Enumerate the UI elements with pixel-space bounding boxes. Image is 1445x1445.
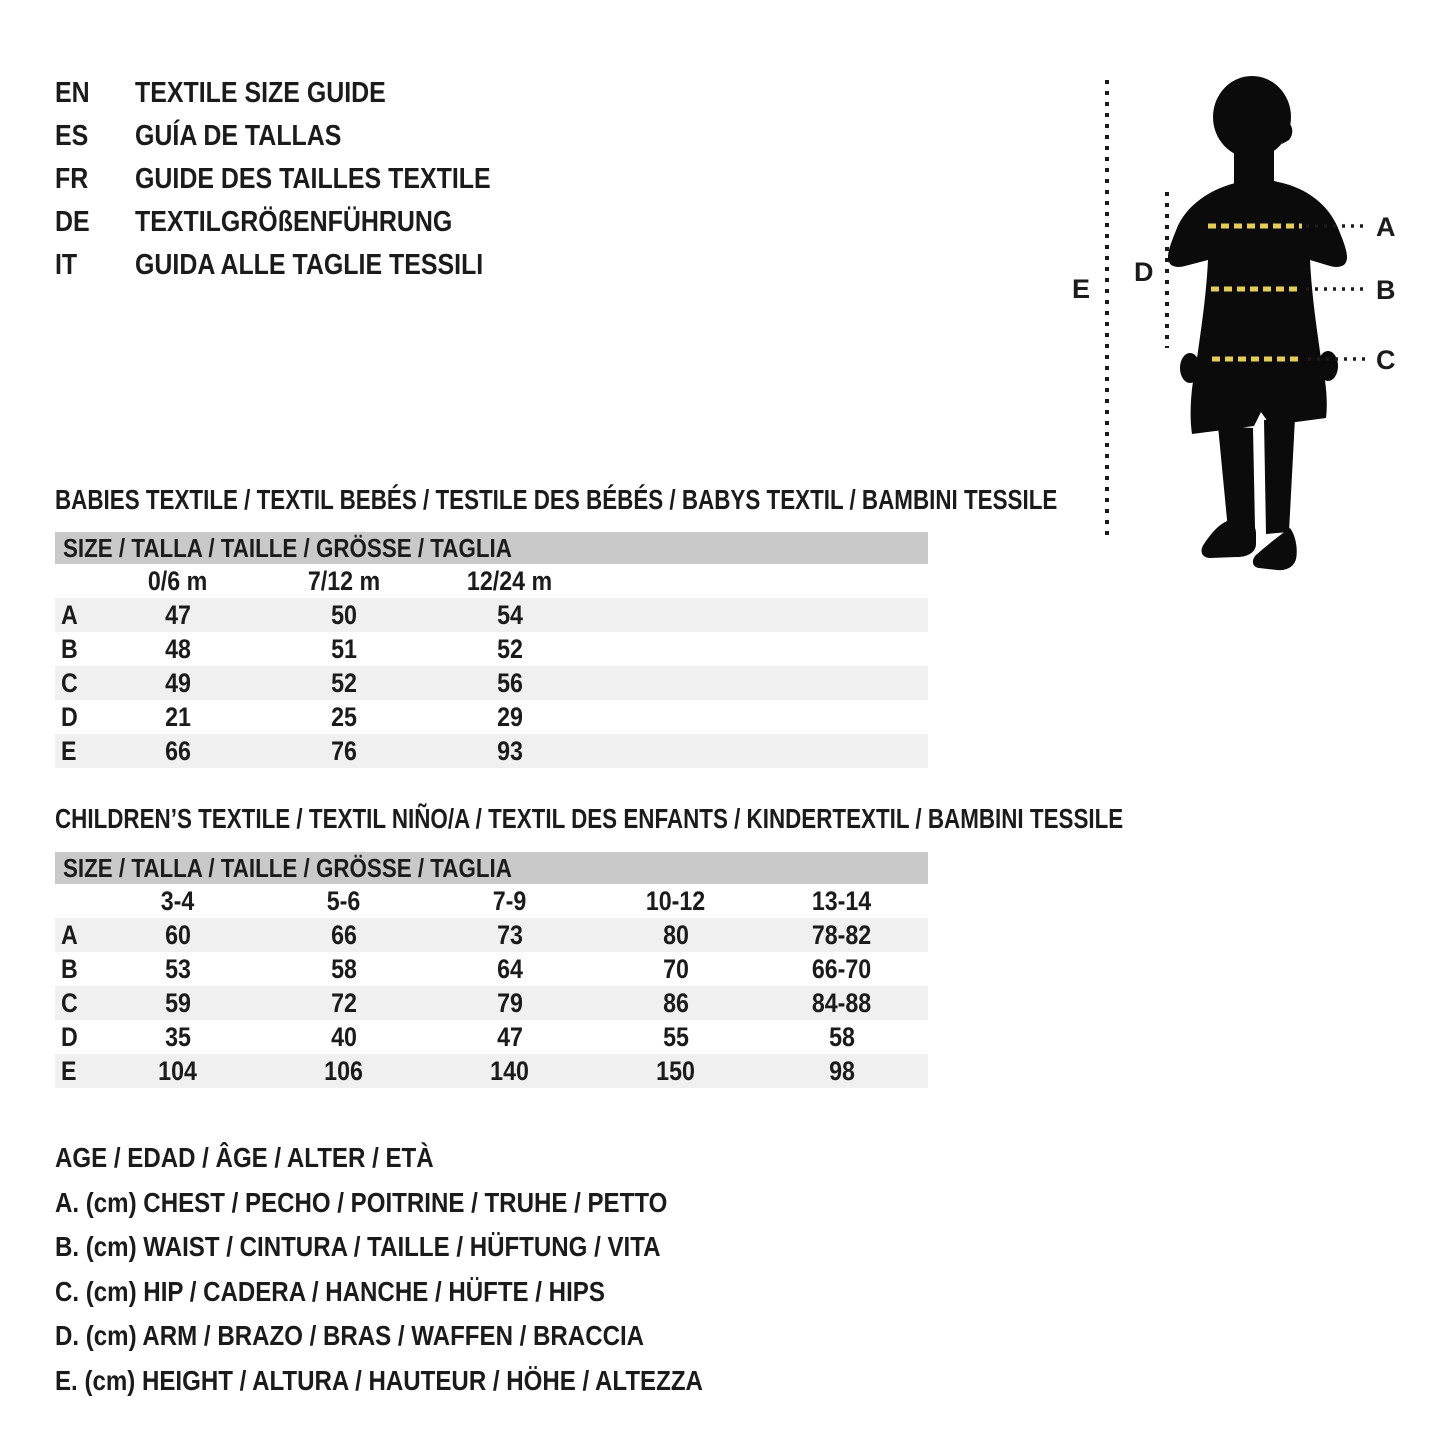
row-label-text: E: [61, 1055, 77, 1086]
value-text: 86: [663, 987, 689, 1018]
legend-line-text: E. (cm) HEIGHT / ALTURA / HAUTEUR / HÖHE / ALTEZZA: [55, 1364, 703, 1396]
value-cell: [261, 1056, 427, 1087]
value-text: 47: [165, 599, 191, 630]
legend-line: [55, 1359, 808, 1404]
language-code-text: EN: [55, 77, 90, 109]
row-label-text: A: [61, 599, 78, 630]
value-text: 140: [490, 1055, 530, 1086]
value-text: 35: [165, 1021, 191, 1052]
language-code: [55, 206, 135, 239]
value-text: 72: [331, 987, 357, 1018]
value-cell: [759, 1056, 925, 1087]
table-row: [55, 598, 928, 632]
value-cell: [427, 736, 593, 767]
label-B: B: [1376, 275, 1396, 305]
value-text: 55: [663, 1021, 689, 1052]
value-cell: [261, 920, 427, 951]
value-cell: [95, 954, 261, 985]
value-cell: [95, 1022, 261, 1053]
value-text: 84-88: [812, 987, 872, 1018]
column-header-text: 3-4: [161, 885, 195, 916]
language-code-text: ES: [55, 120, 89, 152]
value-cell: [427, 600, 593, 631]
value-cell: [593, 1056, 759, 1087]
column-header-row: [55, 564, 928, 598]
label-C: C: [1376, 345, 1396, 375]
measurement-legend: [55, 1136, 808, 1403]
value-text: 51: [331, 633, 357, 664]
language-code: [55, 249, 135, 282]
column-header-cell: [95, 566, 261, 597]
value-cell: [427, 1022, 593, 1053]
value-text: 78-82: [812, 919, 872, 950]
guide-title-text: GUIDA ALLE TAGLIE TESSILI: [135, 249, 484, 281]
silhouette-right-shoe: [1253, 528, 1297, 570]
babies-size-table: [55, 532, 928, 768]
row-label: [55, 736, 95, 767]
row-label: [55, 988, 95, 1019]
children-size-table: [55, 852, 928, 1088]
row-label-text: B: [61, 953, 78, 984]
table-row: [55, 1054, 928, 1088]
value-text: 73: [497, 919, 523, 950]
value-cell: [261, 668, 427, 699]
row-label: [55, 920, 95, 951]
language-row: [55, 115, 549, 158]
silhouette-shorts: [1191, 364, 1327, 434]
row-label: [55, 702, 95, 733]
column-header-cell: [261, 886, 427, 917]
guide-title-text: GUIDE DES TAILLES TEXTILE: [135, 163, 491, 195]
column-header-cell: [95, 886, 261, 917]
value-text: 93: [497, 735, 523, 766]
value-cell: [261, 600, 427, 631]
value-cell: [95, 1056, 261, 1087]
value-text: 52: [497, 633, 523, 664]
silhouette-left-shoe: [1202, 519, 1256, 558]
column-header-cell: [759, 886, 925, 917]
language-code: [55, 120, 135, 153]
children-heading-text: CHILDREN’S TEXTILE / TEXTIL NIÑO/A / TEXTIL DES ENFANTS / KINDERTEXTIL / BAMBINI TESSILE: [55, 803, 1124, 834]
column-header-text: 13-14: [812, 885, 872, 916]
column-header-text: 5-6: [327, 885, 361, 916]
value-text: 66: [331, 919, 357, 950]
value-text: 59: [165, 987, 191, 1018]
value-text: 76: [331, 735, 357, 766]
value-cell: [95, 634, 261, 665]
value-text: 48: [165, 633, 191, 664]
size-header-bar-text: SIZE / TALLA / TAILLE / GRÖSSE / TAGLIA: [63, 532, 512, 563]
value-cell: [593, 1022, 759, 1053]
value-cell: [427, 954, 593, 985]
language-code-text: IT: [55, 249, 78, 281]
column-header-text: 0/6 m: [148, 565, 208, 596]
row-label: [55, 634, 95, 665]
silhouette-left-leg: [1218, 426, 1255, 530]
table-row: [55, 1020, 928, 1054]
language-code: [55, 163, 135, 196]
value-text: 49: [165, 667, 191, 698]
value-text: 47: [497, 1021, 523, 1052]
language-code: [55, 77, 135, 110]
value-text: 64: [497, 953, 523, 984]
value-cell: [261, 988, 427, 1019]
value-text: 70: [663, 953, 689, 984]
children-section-heading: [55, 802, 1390, 836]
column-header-text: 12/24 m: [467, 565, 553, 596]
value-cell: [427, 1056, 593, 1087]
value-text: 52: [331, 667, 357, 698]
value-text: 58: [829, 1021, 855, 1052]
language-row: [55, 158, 549, 201]
label-E: E: [1072, 274, 1091, 304]
row-label: [55, 1022, 95, 1053]
row-label-text: D: [61, 1021, 78, 1052]
value-text: 104: [158, 1055, 198, 1086]
value-text: 54: [497, 599, 523, 630]
legend-line: [55, 1270, 808, 1315]
size-header-bar: [55, 532, 928, 564]
value-text: 50: [331, 599, 357, 630]
value-cell: [427, 668, 593, 699]
column-header-text: 10-12: [646, 885, 706, 916]
value-text: 21: [165, 701, 191, 732]
value-cell: [427, 634, 593, 665]
value-cell: [427, 920, 593, 951]
language-code-text: FR: [55, 163, 89, 195]
value-text: 106: [324, 1055, 364, 1086]
legend-line: [55, 1181, 808, 1226]
guide-title-text: TEXTILGRÖßENFÜHRUNG: [135, 206, 453, 238]
value-text: 150: [656, 1055, 696, 1086]
legend-line-text: C. (cm) HIP / CADERA / HANCHE / HÜFTE / HIPS: [55, 1275, 605, 1307]
value-text: 80: [663, 919, 689, 950]
row-label-text: B: [61, 633, 78, 664]
value-cell: [95, 988, 261, 1019]
legend-line: [55, 1314, 808, 1359]
column-header-cell: [427, 886, 593, 917]
row-label-text: C: [61, 667, 78, 698]
legend-line-text: B. (cm) WAIST / CINTURA / TAILLE / HÜFTUNG / VITA: [55, 1231, 661, 1263]
column-header-cell: [593, 886, 759, 917]
value-cell: [759, 954, 925, 985]
row-label-text: A: [61, 919, 78, 950]
babies-heading-text: BABIES TEXTILE / TEXTIL BEBÉS / TESTILE DES BÉBÉS / BABYS TEXTIL / BAMBINI TESSILE: [55, 484, 1058, 515]
value-cell: [593, 920, 759, 951]
row-label-text: D: [61, 701, 78, 732]
value-cell: [759, 988, 925, 1019]
value-text: 66: [165, 735, 191, 766]
language-code-text: DE: [55, 206, 90, 238]
value-cell: [261, 736, 427, 767]
row-label: [55, 600, 95, 631]
language-row: [55, 72, 549, 115]
table-row: [55, 986, 928, 1020]
measurement-figure: [1060, 60, 1445, 600]
language-row: [55, 201, 549, 244]
language-row: [55, 244, 549, 287]
column-header-row: [55, 884, 928, 918]
value-cell: [759, 1022, 925, 1053]
table-row: [55, 700, 928, 734]
value-cell: [261, 1022, 427, 1053]
value-cell: [593, 954, 759, 985]
value-cell: [261, 702, 427, 733]
size-header-bar-text: SIZE / TALLA / TAILLE / GRÖSSE / TAGLIA: [63, 852, 512, 883]
column-header-text: 7/12 m: [307, 565, 381, 596]
value-cell: [95, 600, 261, 631]
row-label: [55, 668, 95, 699]
row-label: [55, 1056, 95, 1087]
value-cell: [593, 988, 759, 1019]
size-header-bar: [55, 852, 928, 884]
table-row: [55, 952, 928, 986]
guide-title-text: GUÍA DE TALLAS: [135, 120, 342, 152]
value-cell: [261, 634, 427, 665]
value-cell: [261, 954, 427, 985]
value-cell: [759, 920, 925, 951]
value-text: 98: [829, 1055, 855, 1086]
value-text: 56: [497, 667, 523, 698]
value-cell: [95, 668, 261, 699]
value-text: 25: [331, 701, 357, 732]
child-silhouette: [1168, 76, 1347, 570]
label-D: D: [1134, 257, 1154, 287]
column-header-cell: [427, 566, 593, 597]
value-text: 53: [165, 953, 191, 984]
value-text: 58: [331, 953, 357, 984]
value-cell: [427, 702, 593, 733]
column-header-cell: [261, 566, 427, 597]
value-text: 79: [497, 987, 523, 1018]
value-cell: [95, 736, 261, 767]
value-cell: [95, 920, 261, 951]
value-text: 66-70: [812, 953, 872, 984]
value-text: 40: [331, 1021, 357, 1052]
value-text: 29: [497, 701, 523, 732]
legend-line-text: AGE / EDAD / ÂGE / ALTER / ETÀ: [55, 1142, 434, 1174]
legend-line-text: D. (cm) ARM / BRAZO / BRAS / WAFFEN / BRACCIA: [55, 1320, 645, 1352]
legend-line: [55, 1136, 808, 1181]
table-row: [55, 918, 928, 952]
value-cell: [95, 702, 261, 733]
label-A: A: [1376, 212, 1396, 242]
guide-title-text: TEXTILE SIZE GUIDE: [135, 77, 386, 109]
row-label-text: E: [61, 735, 77, 766]
language-header: [55, 72, 549, 287]
column-header-text: 7-9: [493, 885, 527, 916]
row-label-text: C: [61, 987, 78, 1018]
silhouette-right-leg: [1264, 418, 1295, 534]
table-row: [55, 666, 928, 700]
table-row: [55, 734, 928, 768]
silhouette-tshirt: [1168, 179, 1347, 376]
legend-line: [55, 1225, 808, 1270]
table-row: [55, 632, 928, 666]
legend-line-text: A. (cm) CHEST / PECHO / POITRINE / TRUHE / PETTO: [55, 1186, 668, 1218]
value-cell: [427, 988, 593, 1019]
value-text: 60: [165, 919, 191, 950]
row-label: [55, 954, 95, 985]
